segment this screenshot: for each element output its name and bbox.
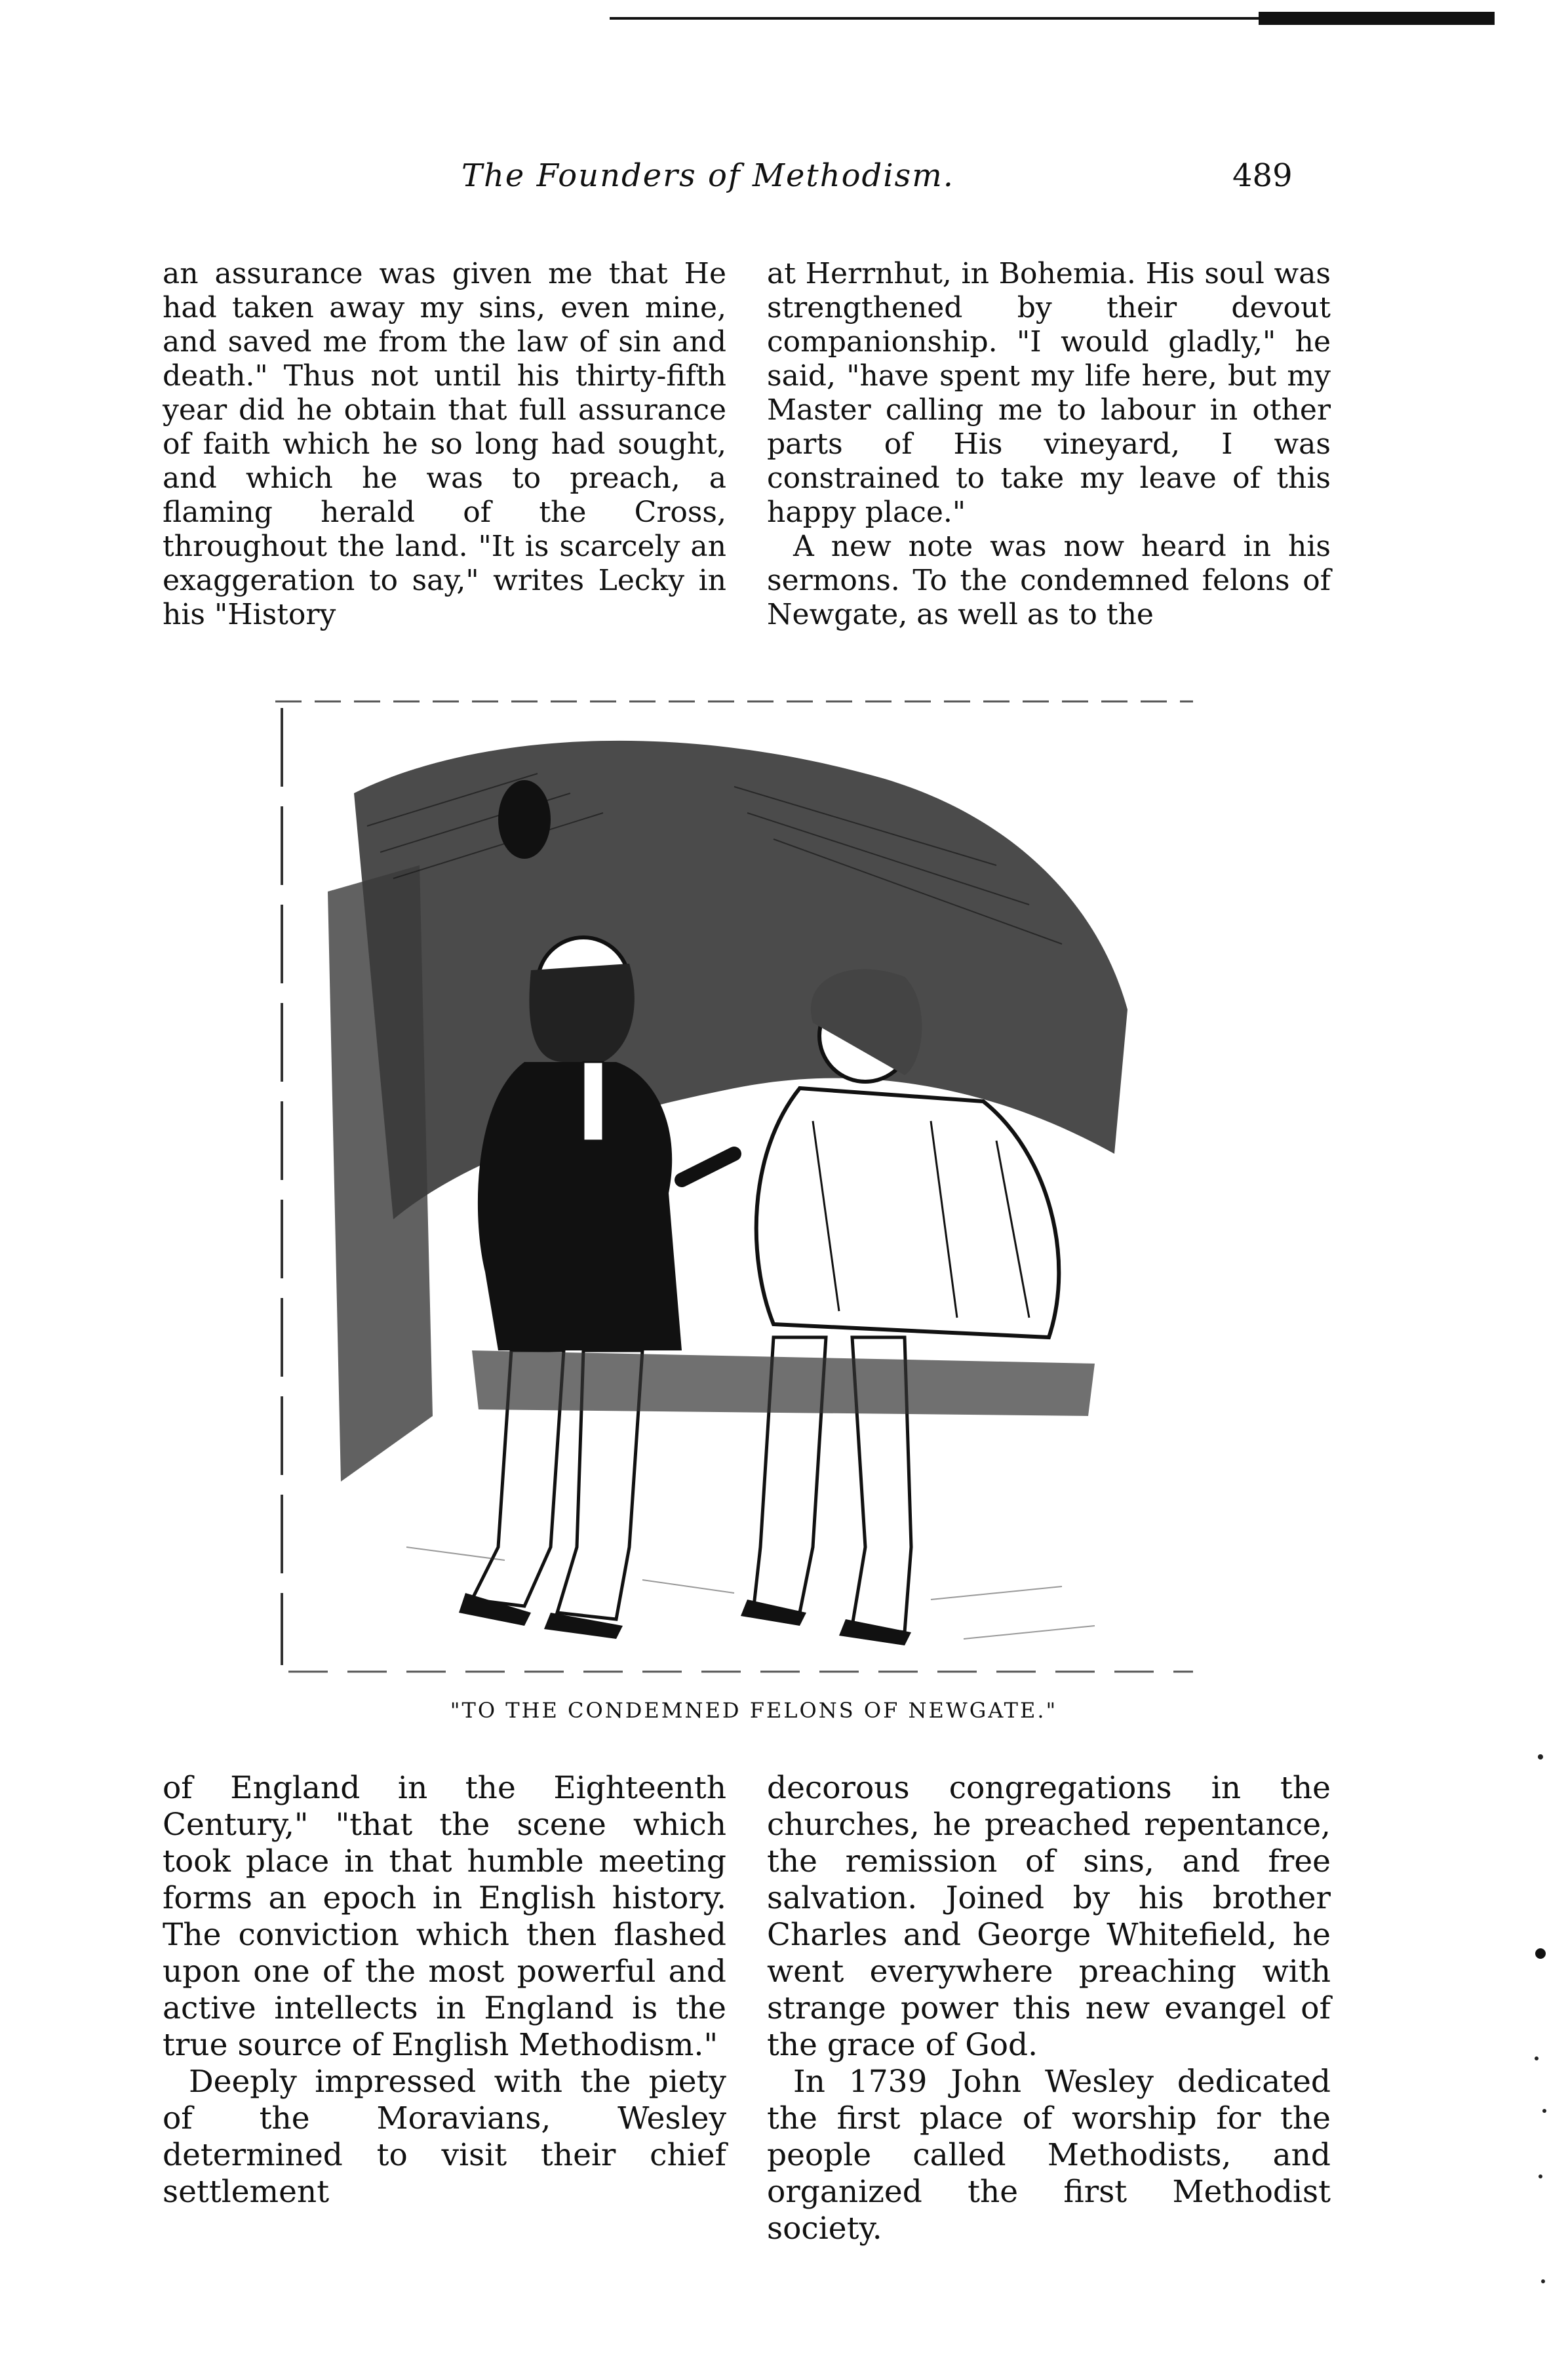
paragraph: an assurance was given me that He had taken away my sins, even mine, and saved me from the law of sin and death." Thus not until his thirty-fifth year did he obtain that full assurance of faith which he so long had sought, and which he was to preach, a flaming herald of the Cross, throughout the land. "It is scarcely an exaggeration to say," writes Lecky in his "History bbox=[163, 257, 726, 631]
page-number: 489 bbox=[1232, 157, 1293, 194]
column-top-right bbox=[767, 257, 1331, 632]
paragraph: of England in the Eighteenth Century," "that the scene which took place in that humble meeting forms an epoch in English history. The conviction which then flashed upon one of the most powerful and active intellects in England is the true source of English Methodism." bbox=[163, 1770, 726, 2063]
top-rule-thin bbox=[610, 17, 1259, 20]
engraving-illustration bbox=[275, 695, 1232, 1678]
top-rule bbox=[610, 8, 1495, 26]
running-head: The Founders of Methodism. bbox=[461, 157, 955, 194]
paragraph: Deeply impressed with the piety of the Moravians, Wesley determined to visit their chief settlement bbox=[163, 2064, 726, 2210]
column-top-left bbox=[163, 257, 726, 632]
figure-caption: "TO THE CONDEMNED FELONS OF NEWGATE." bbox=[450, 1698, 1058, 1723]
top-rule-thick bbox=[1259, 12, 1495, 25]
margin-specks bbox=[1527, 1718, 1554, 2308]
column-bottom-right bbox=[767, 1770, 1331, 2247]
paragraph: decorous congregations in the churches, he preached repentance, the remission of sins, and free salvation. Joined by his brother Charles and George Whitefield, he went everywhere preaching with strange power this new evangel of the grace of God. bbox=[767, 1770, 1331, 2063]
paragraph: at Herrnhut, in Bohemia. His soul was strengthened by their devout companionship. "I would gladly," he said, "have spent my life here, but my Master calling me to labour in other parts of His vineyard, I was constrained to take my leave of this happy place." bbox=[767, 257, 1331, 529]
paragraph: In 1739 John Wesley dedicated the first place of worship for the people called Methodists, and organized the first Methodist society. bbox=[767, 2064, 1331, 2247]
column-bottom-left bbox=[163, 1770, 726, 2211]
paragraph: A new note was now heard in his sermons. To the condemned felons of Newgate, as well as to the bbox=[767, 530, 1331, 631]
